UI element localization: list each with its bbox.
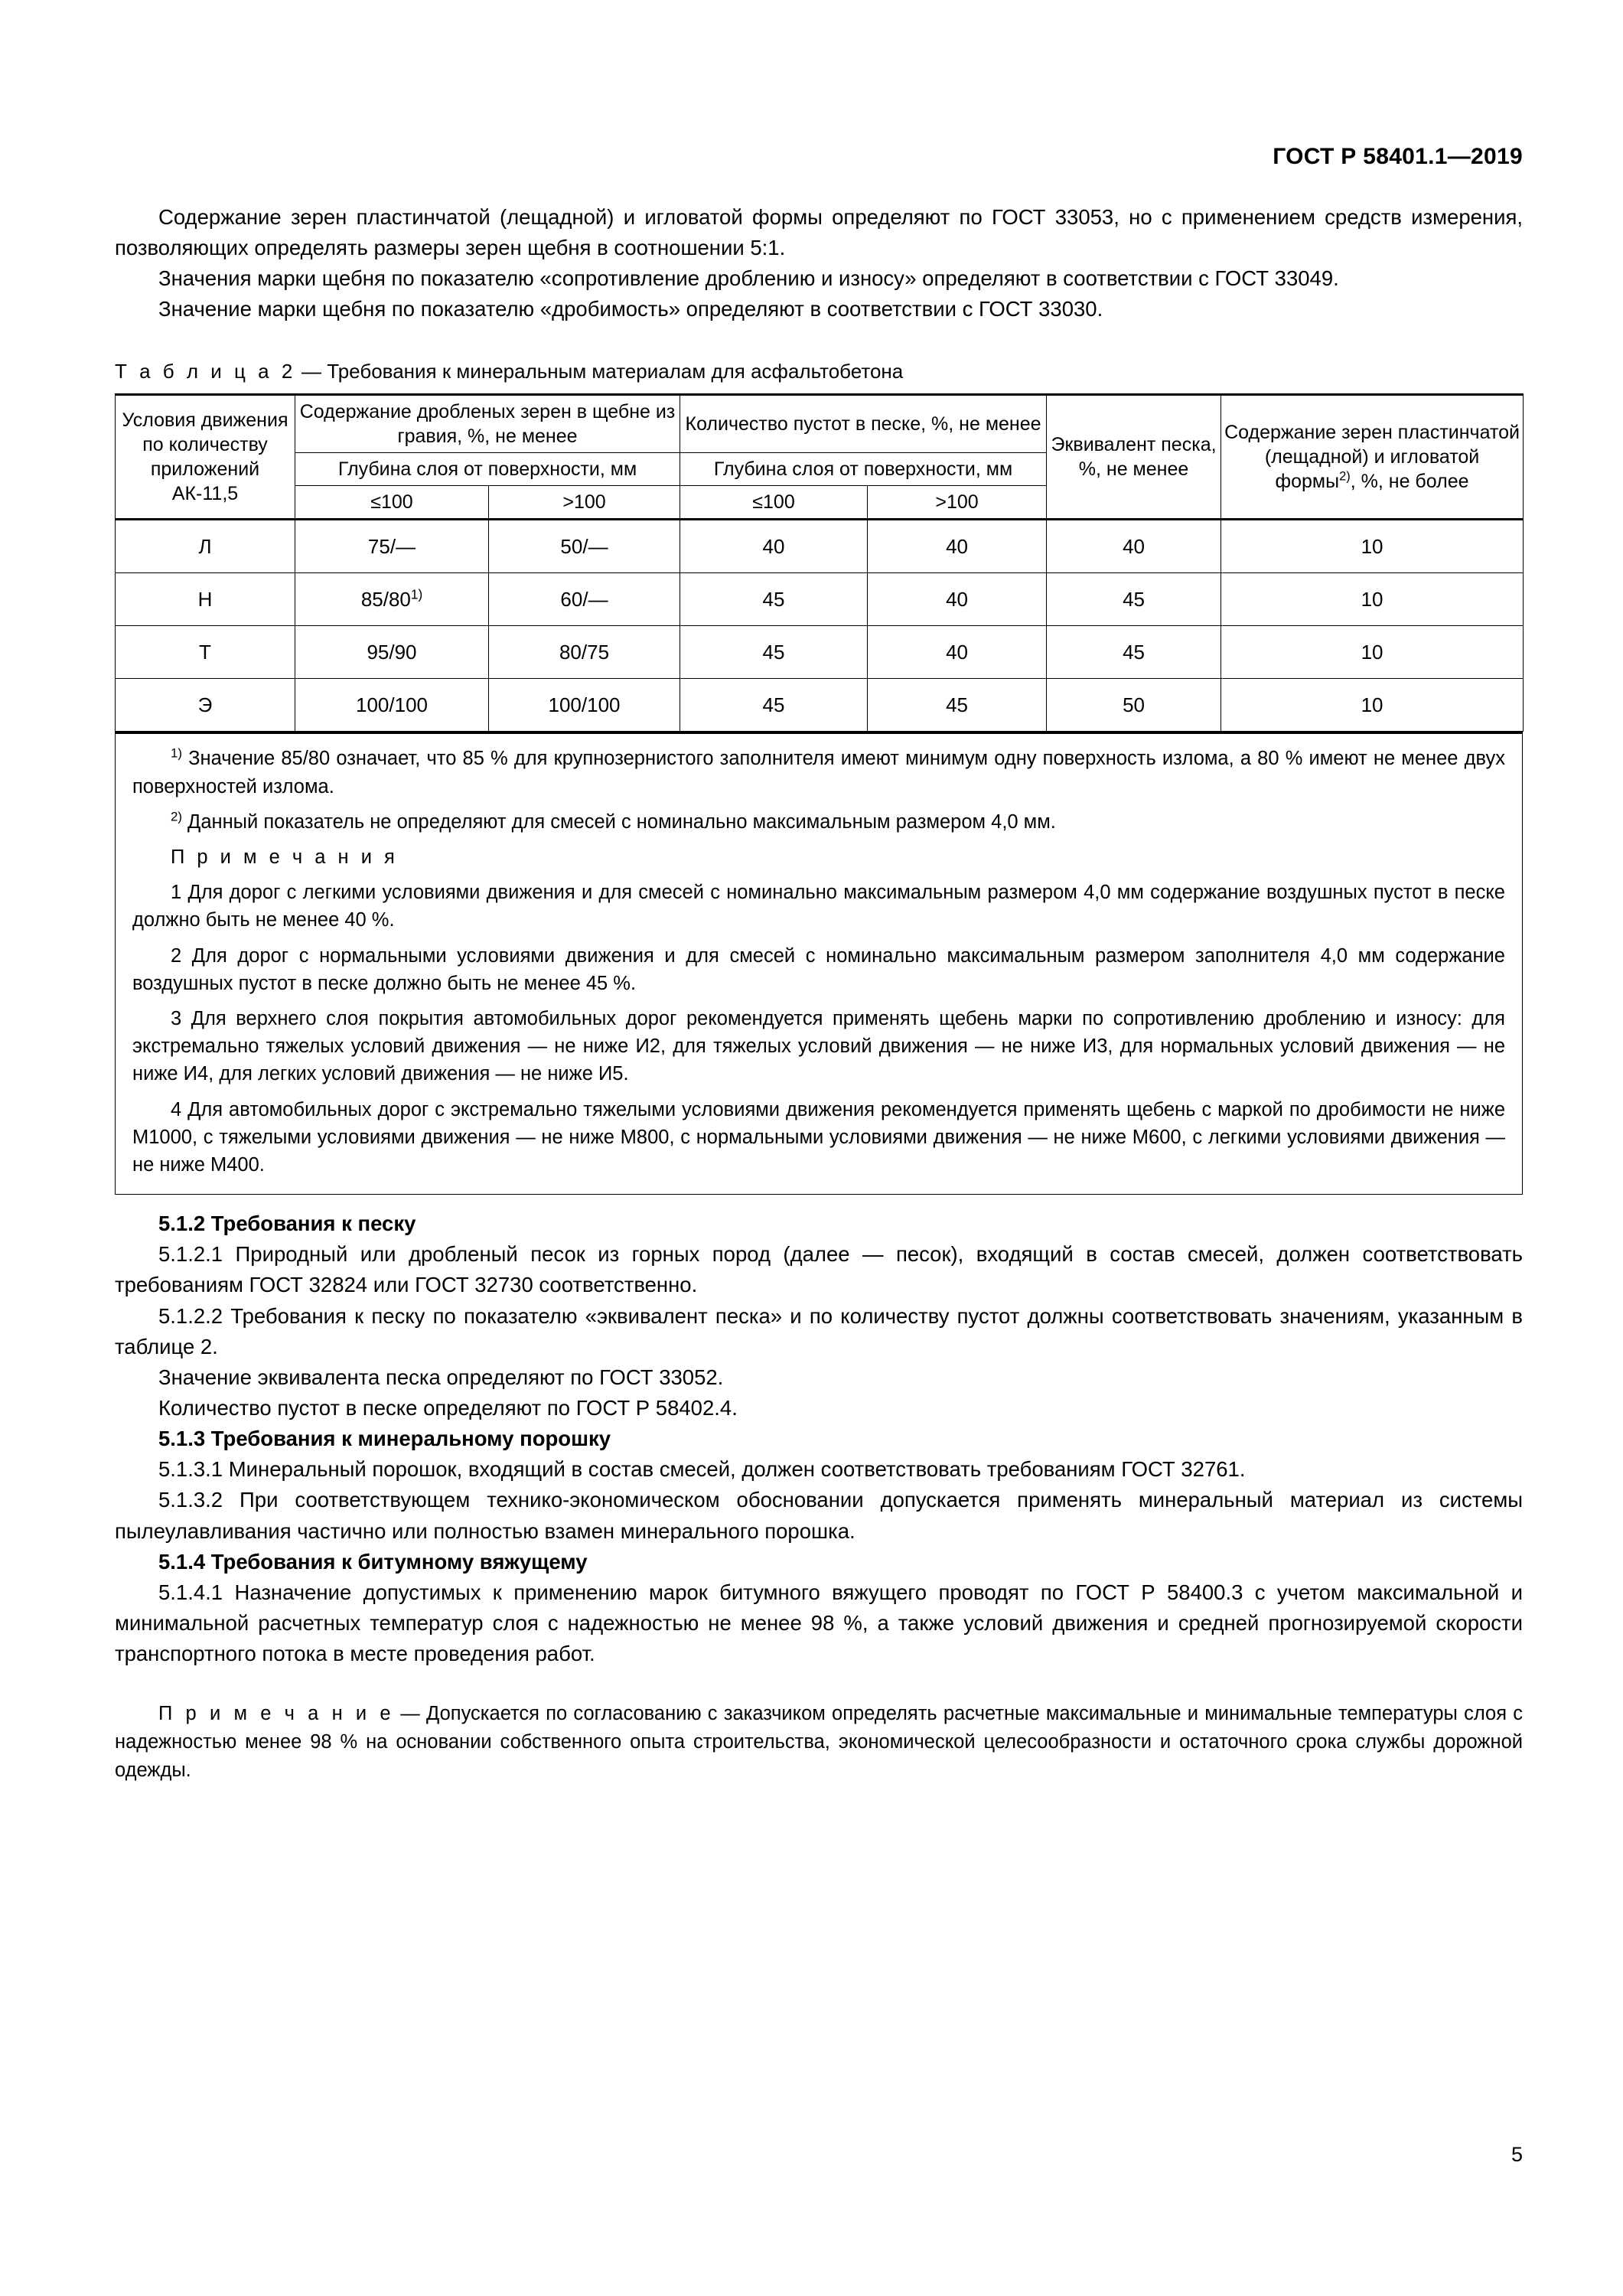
clause-5-1-2-2: 5.1.2.2 Требования к песку по показателю «эквивалент песка» и по количеству пустот должны соответствовать значениям, указанным в таблице 2. [115,1303,1523,1358]
clause-5-1-3-1: 5.1.3.1 Минеральный порошок, входящий в состав смесей, должен соответствовать требованиям ГОСТ 32761. [158,1457,1246,1482]
page-header-standard-number: ГОСТ Р 58401.1—2019 [1273,144,1523,169]
final-note-text: Допускается по согласованию с заказчиком определять расчетные максимальные и минимальные температуры слоя с надежностью менее 98 % на основании собственного опыта строительства, экономической целесообразности и остаточного срока службы дорожной одежды. [115,1703,1523,1781]
cell-crushed-le100-sup: 1) [410,586,423,602]
header-flaky-grains [1221,395,1524,520]
cell-flaky: 10 [1221,626,1524,679]
header-voids-le100: ≤100 [680,486,868,520]
clause-5-1-2-2-voids: Количество пустот в песке определяют по ГОСТ Р 58402.4. [158,1396,738,1420]
cell-crushed-le100 [295,679,489,732]
cell-sand-equivalent: 50 [1047,679,1221,732]
table-note-4: 4 Для автомобильных дорог с экстремально тяжелыми условиями движения рекомендуется применять щебень с маркой по дробимости не ниже М1000, с тяжелыми условиями движения — не ниже М800, с нормальными условиями движения — не ниже М600, с легкими условиями движения — не ниже М400. [132,1098,1505,1176]
cell-voids-le100: 45 [680,573,868,626]
cell-crushed-le100 [295,573,489,626]
final-note-label: П р и м е ч а н и е [158,1703,395,1725]
header-sand-equivalent: Эквивалент песка, %, не менее [1047,395,1221,520]
cell-sand-equivalent: 45 [1047,573,1221,626]
table-row [116,520,1524,573]
clause-5-1-3-2: 5.1.3.2 При соответствующем технико-экономическом обосновании допускается применять минеральный материал из системы пылеулавливания частично или полностью взамен минерального порошка. [115,1488,1523,1543]
intro-paragraph-3: Значение марки щебня по показателю «дробимость» определяют в соответствии с ГОСТ 33030. [158,297,1103,321]
table-row [116,626,1524,679]
cell-crushed-gt100: 80/75 [489,626,680,679]
cell-crushed-le100-value: 85/80 [360,587,411,611]
page-number: 5 [1511,2143,1523,2166]
final-note [115,1700,1523,1784]
table-caption-text: Требования к минеральным материалам для асфальтобетона [327,359,904,383]
header-flaky-superscript: 2) [1339,470,1351,484]
table-footnote-2-text: Данный показатель не определяют для смесей с номинально максимальным размером 4,0 мм. [181,810,1056,833]
cell-flaky: 10 [1221,573,1524,626]
cell-crushed-le100 [295,520,489,573]
clause-5-1-4-1: 5.1.4.1 Назначение допустимых к применению марок битумного вяжущего проводят по ГОСТ Р 58400.3 с учетом максимальной и минимальной расчетных температур слоя с надежностью не менее 98 %, а также условий движения и средней прогнозируемой скорости транспортного потока в месте проведения работ. [115,1580,1523,1666]
table-row [116,679,1524,732]
table-footnote-1-text: Значение 85/80 означает, что 85 % для крупнозернистого заполнителя имеют минимум одну поверхность излома, а 80 % имеют не менее двух поверхностей излома. [132,748,1505,797]
table-body [116,520,1524,732]
cell-voids-gt100: 40 [868,520,1047,573]
section-title-5-1-2: 5.1.2 Требования к песку [158,1212,416,1236]
cell-voids-le100: 45 [680,679,868,732]
table-caption-dash: — [295,359,328,383]
cell-voids-gt100: 40 [868,626,1047,679]
cell-condition: Н [116,573,295,626]
cell-crushed-le100-value: 95/90 [367,640,417,664]
cell-voids-le100: 45 [680,626,868,679]
clause-5-1-2-2-sand-equivalent: Значение эквивалента песка определяют по ГОСТ 33052. [158,1365,724,1389]
header-traffic-conditions: Условия движения по количеству приложений АК-11,5 [116,395,295,520]
cell-sand-equivalent: 45 [1047,626,1221,679]
cell-crushed-gt100: 50/— [489,520,680,573]
header-crushed-grains: Содержание дробленых зерен в щебне из гравия, %, не менее [295,395,680,453]
table-note-1: 1 Для дорог с легкими условиями движения и для смесей с номинально максимальным размером 4,0 мм содержание воздушных пустот в песке должно быть не менее 40 %. [132,882,1505,931]
table-footnote-2 [132,808,1505,836]
clause-5-1-2-1: 5.1.2.1 Природный или дробленый песок из горных пород (далее — песок), входящий в состав смесей, должен соответствовать требованиям ГОСТ 32824 или ГОСТ 32730 соответственно. [115,1242,1523,1297]
intro-paragraph-2: Значения марки щебня по показателю «сопротивление дроблению и износу» определяют в соответствии с ГОСТ 33049. [158,266,1339,291]
cell-crushed-le100-value: 100/100 [356,693,428,716]
cell-voids-gt100: 40 [868,573,1047,626]
intro-paragraph-1: Содержание зерен пластинчатой (лещадной) и игловатой формы определяют по ГОСТ 33053, но с применением средств измерения, позволяющих определять размеры зерен щебня в соотношении 5:1. [115,205,1523,260]
cell-sand-equivalent: 40 [1047,520,1221,573]
table-head [116,395,1524,520]
header-crushed-le100: ≤100 [295,486,489,520]
cell-crushed-gt100: 100/100 [489,679,680,732]
final-note-dash: — [394,1703,427,1725]
table-header-row-1 [116,395,1524,453]
cell-condition: Л [116,520,295,573]
cell-flaky: 10 [1221,520,1524,573]
header-depth-voids: Глубина слоя от поверхности, мм [680,453,1047,486]
table-row [116,573,1524,626]
section-title-5-1-4: 5.1.4 Требования к битумному вяжущему [158,1549,588,1574]
table-notes-title: П р и м е ч а н и я [171,846,399,868]
cell-crushed-le100-value: 75/— [367,534,416,558]
cell-crushed-le100 [295,626,489,679]
page-content [115,0,1523,1784]
table-notes-block [115,732,1523,1195]
spacer [115,1195,1523,1208]
table-caption-label: Т а б л и ц а 2 [115,359,296,383]
cell-flaky: 10 [1221,679,1524,732]
table-note-3: 3 Для верхнего слоя покрытия автомобильных дорог рекомендуется применять щебень марки по сопротивлению дроблению и износу: для экстремально тяжелых условий движения — не ниже И2, для тяжелых условий движения — не ниже И3, для нормальных условий движения — не ниже И4, для легких условий движения — не ниже И5. [132,1007,1505,1085]
header-crushed-gt100: >100 [489,486,680,520]
section-title-5-1-3: 5.1.3 Требования к минеральному порошку [158,1427,611,1451]
header-flaky-grains-text: Содержание зерен пластинчатой (лещадной) и игловатой формы [1224,422,1520,493]
header-depth-crushed: Глубина слоя от поверхности, мм [295,453,680,486]
header-voids-in-sand: Количество пустот в песке, %, не менее [680,395,1047,453]
header-flaky-tail: , %, не более [1350,471,1469,493]
requirements-table [115,393,1524,732]
table-footnote-1 [132,745,1505,800]
cell-voids-gt100: 45 [868,679,1047,732]
table-caption [115,359,1523,385]
header-voids-gt100: >100 [868,486,1047,520]
table-note-2: 2 Для дорог с нормальными условиями движения и для смесей с номинально максимальным размером заполнителя 4,0 мм содержание воздушных пустот в песке должно быть не менее 45 %. [132,944,1505,994]
cell-condition: Т [116,626,295,679]
cell-voids-le100: 40 [680,520,868,573]
cell-condition: Э [116,679,295,732]
table-footnote-1-marker: 1) [171,745,182,761]
table-footnote-2-marker: 2) [171,809,182,824]
cell-crushed-gt100: 60/— [489,573,680,626]
